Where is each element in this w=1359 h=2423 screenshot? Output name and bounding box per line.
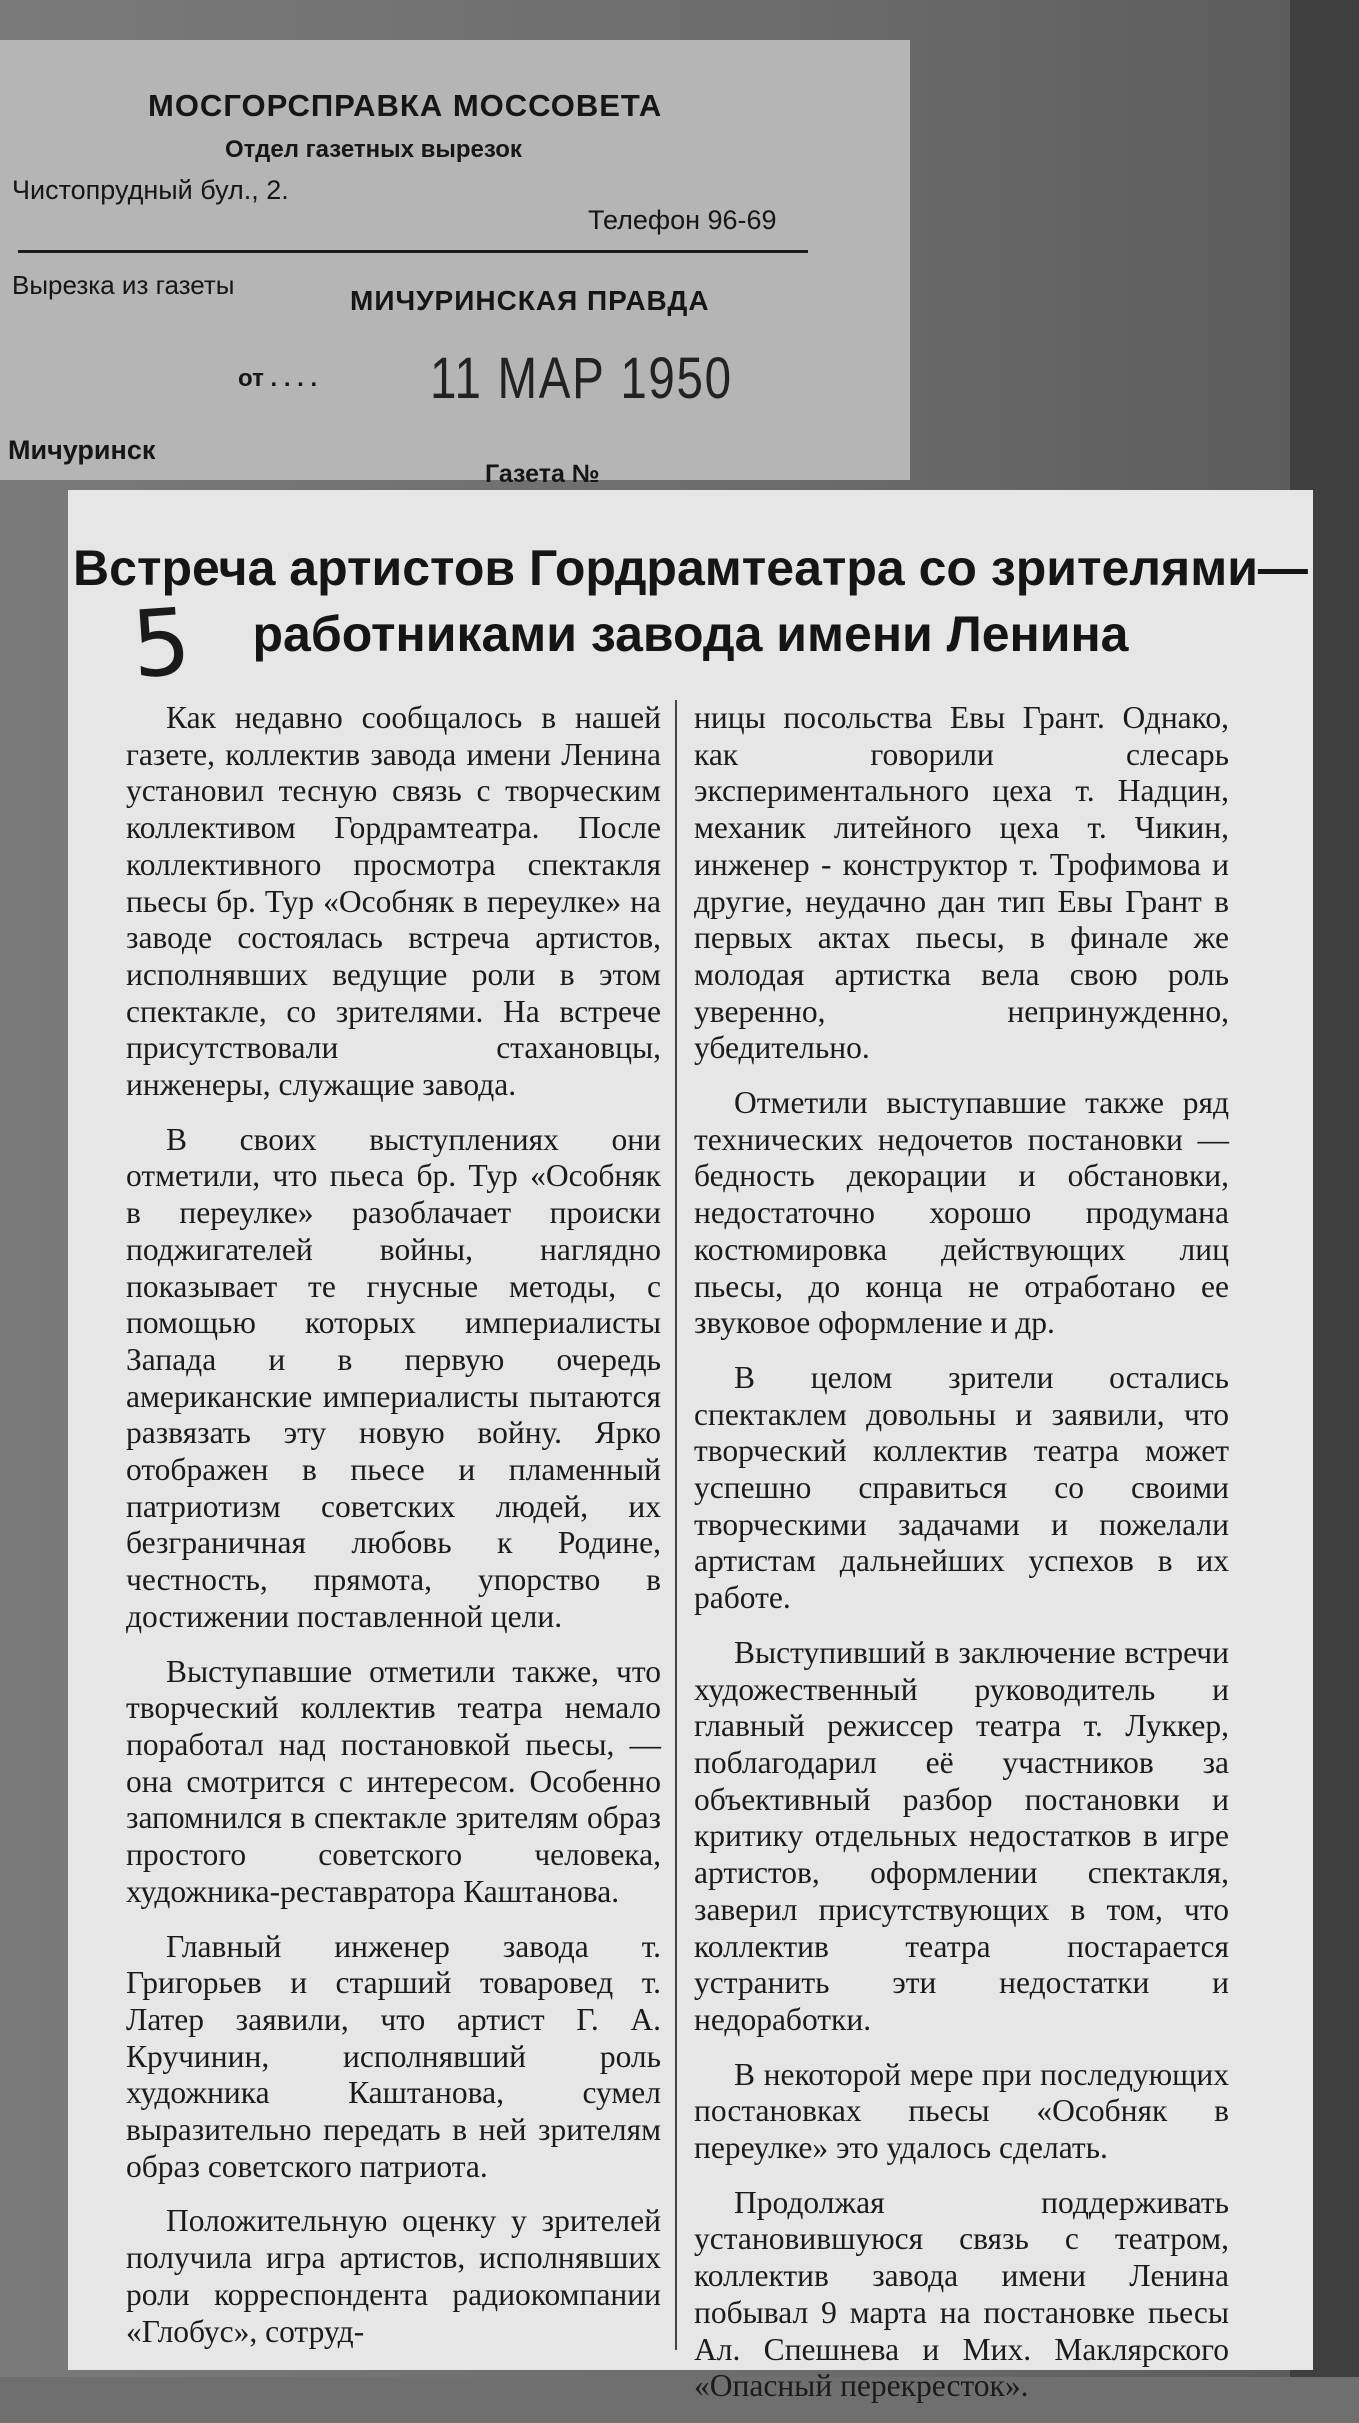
newspaper-clipping (68, 490, 1313, 2404)
handwritten-mark: 5 (128, 588, 195, 699)
paragraph: В целом зрители остались спектаклем довольны и заявили, что творческий коллектив театра может успешно справиться со своими творческими задачами и пожелали артистам дальнейших успехов в их работе. (694, 1359, 1229, 1616)
article-column-right (694, 700, 1229, 2423)
clipping-label: Вырезка из газеты (12, 270, 235, 300)
paragraph: ницы посольства Евы Грант. Однако, как говорили слесарь экспериментального цеха т. Надцин, механик литейного цеха т. Чикин, инженер - конструктор т. Трофимова и другие, неудачно дан тип Евы Грант в первых актах пьесы, в финале же молодая артистка вела свою роль уверенно, непринужденно, убедительно. (694, 700, 1229, 1066)
paragraph: Отметили выступавшие также ряд технических недочетов постановки — бедность декорации и обстановки, недостаточно хорошо продумана костюмировка действующих лиц пьесы, до конца не отработано ее звуковое оформление и др. (694, 1085, 1229, 1341)
headline-line-1: Встреча артистов Гордрамтеатра со зрителями— (73, 540, 1308, 596)
department-name: Отдел газетных вырезок (225, 136, 522, 163)
paragraph: Положительную оценку у зрителей получила игра артистов, исполнявших роли корреспондента радиокомпании «Глобус», сотруд- (126, 2203, 661, 2349)
form-divider (18, 250, 808, 253)
gazette-number-label: Газета № (485, 460, 600, 488)
clipping-service-form (0, 40, 910, 488)
phone: Телефон 96-69 (588, 205, 777, 235)
column-divider (675, 700, 677, 2350)
paragraph: Выступивший в заключение встречи художественный руководитель и главный режиссер театра т. Луккер, поблагодарил её участников за объективный разбор постановки и критику отдельных недостатков в игре артистов, оформлении спектакля, заверил присутствующих в том, что коллектив театра постарается устранить эти недостатки и недоработки. (694, 1634, 1229, 2037)
organization-name: МОСГОРСПРАВКА МОССОВЕТА (148, 88, 663, 123)
city-name: Мичуринск (8, 435, 156, 465)
date-from-label: от . . . . (238, 365, 318, 392)
address: Чистопрудный бул., 2. (12, 175, 289, 205)
paragraph: Как недавно сообщалось в нашей газете, коллектив завода имени Ленина установил тесную связь с творческим коллективом Гордрамтеатра. После коллективного просмотра спектакля пьесы бр. Тур «Особняк в переулке» на заводе состоялась встреча артистов, исполнявших ведущие роли в этом спектакле, со зрителями. На встрече присутствовали стахановцы, инженеры, служащие завода. (126, 700, 661, 1103)
paragraph: Выступавшие отметили также, что творческий коллектив театра немало поработал над постановкой пьесы, — она смотрится с интересом. Особенно запомнился в спектакле зрителям образ простого советского человека, художника-реставратора Каштанова. (126, 1653, 661, 1909)
date-stamp: 11 МАР 1950 (430, 346, 733, 411)
headline-line-2: работниками завода имени Ленина (252, 606, 1129, 662)
paragraph: Главный инженер завода т. Григорьев и старший товаровед т. Латер заявили, что артист Г. А. Кручинин, исполнявший роль художника Каштанова, сумел выразительно передать в ней зрителям образ советского патриота. (126, 1928, 661, 2184)
paragraph: В некоторой мере при последующих постановках пьесы «Особняк в переулке» это удалось сделать. (694, 2056, 1229, 2166)
paragraph: В своих выступлениях они отметили, что пьеса бр. Тур «Особняк в переулке» разоблачает происки поджигателей войны, наглядно показывает те гнусные методы, с помощью которых империалисты Запада и в первую очередь американские империалисты пытаются развязать эту новую войну. Ярко отображен в пьесе и пламенный патриотизм советских людей, их безграничная любовь к Родине, честность, прямота, упорство в достижении поставленной цели. (126, 1121, 661, 1634)
article-column-left (126, 700, 661, 2368)
article-headline (68, 535, 1313, 667)
newspaper-name: МИЧУРИНСКАЯ ПРАВДА (350, 285, 710, 316)
paragraph: Продолжая поддерживать установившуюся связь с театром, коллектив завода имени Ленина побывал 9 марта на постановке пьесы Ал. Спешнева и Мих. Маклярского «Опасный перекресток». (694, 2184, 1229, 2404)
